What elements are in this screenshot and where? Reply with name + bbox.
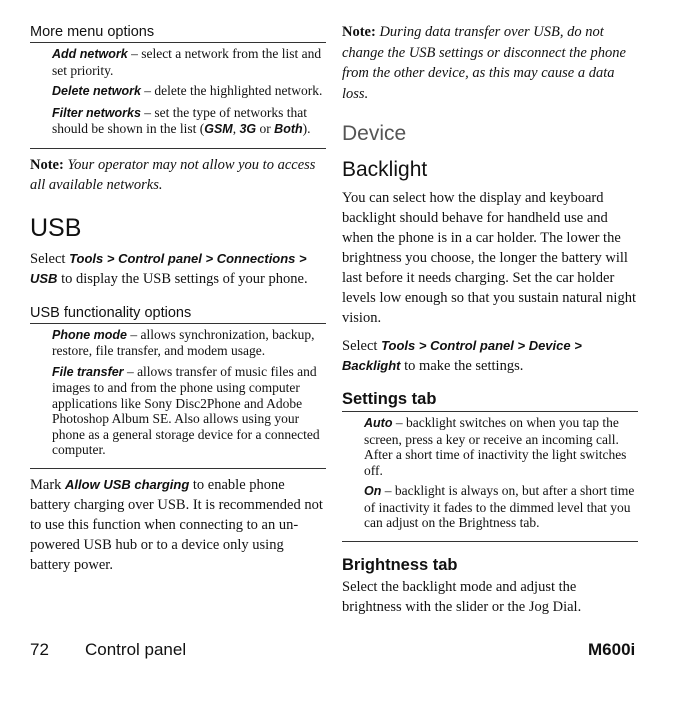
brightness-tab-heading: Brightness tab [342, 555, 458, 574]
menu-path-device: Device [528, 338, 571, 353]
usb-para-rest: to display the USB settings of your phone. [57, 270, 308, 287]
select-text: Select [342, 338, 382, 354]
item-text: – select a network from the list and set priority. [52, 46, 322, 78]
menu-path-tools: Tools [381, 338, 416, 353]
menu-path-control-panel: Control panel [430, 338, 514, 353]
term-phone-mode: Phone mode [52, 327, 128, 342]
footer-section-title: Control panel [85, 640, 187, 659]
backlight-paragraph: You can select how the display and keyboard backlight should behave for handheld use and when the phone is in a car holder. The lower the brightness you choose, the longer the battery will last before it needs charging. Set the car holder levels low enough so that you sustain natural night vision. [342, 190, 636, 326]
select-text: Select [30, 250, 70, 267]
path-separator: > [201, 250, 217, 266]
path-separator: > [513, 338, 529, 353]
usb-charging-paragraph [30, 475, 326, 575]
item-text: – delete the highlighted network. [140, 83, 323, 98]
term-delete-network: Delete network [52, 84, 141, 98]
backlight-select-paragraph [342, 336, 638, 376]
menu-path-usb: USB [30, 270, 58, 286]
term-on: On [364, 484, 382, 498]
device-section-heading: Device [342, 122, 407, 145]
list-item [364, 483, 638, 531]
mark-text: Mark [30, 476, 66, 493]
list-item [52, 364, 326, 458]
item-text: – allows synchronization, backup, restore, file transfer, and modem usage. [52, 326, 315, 358]
note-data-transfer [342, 22, 638, 104]
settings-tab-heading: Settings tab [342, 390, 437, 408]
term-3g: 3G [239, 122, 257, 136]
usb-functionality-heading: USB functionality options [30, 305, 326, 324]
right-column [342, 22, 638, 617]
page-number: 72 [30, 640, 49, 659]
menu-path-control-panel: Control panel [118, 250, 202, 266]
left-column [30, 22, 326, 575]
comma: , [232, 121, 240, 136]
note-text: During data transfer over USB, do not change the USB settings or disconnect the phone from the other device, as this may cause a data loss. [342, 24, 626, 102]
list-item [52, 327, 326, 359]
term-add-network: Add network [52, 47, 128, 61]
path-separator: > [570, 338, 582, 353]
list-item [52, 46, 326, 78]
menu-path-backlight: Backlight [342, 358, 401, 373]
item-text: – backlight is always on, but after a short time of inactivity it fades to the dimmed level that you can adjust on the Brightness tab. [364, 483, 635, 530]
item-text: – backlight switches on when you tap the screen, press a key or receive an incoming call. After a short time of inactivity the light switches off. [364, 415, 627, 478]
list-item [364, 415, 638, 478]
more-menu-list [30, 43, 326, 149]
list-item [52, 105, 326, 138]
note-text: Your operator may not allow you to access all available networks. [30, 156, 316, 193]
usb-heading: USB [30, 213, 82, 242]
note-operator [30, 155, 326, 196]
path-separator: > [103, 250, 119, 266]
term-auto: Auto [364, 416, 393, 430]
brightness-paragraph: Select the backlight mode and adjust the brightness with the slider or the Jog Dial. [342, 578, 582, 615]
path-separator: > [415, 338, 431, 353]
note-label: Note: [30, 156, 64, 173]
charging-para-rest: to enable phone battery charging over USB. It is recommended not to use this function when connecting to an un-powered USB hub or to a device only using battery power. [30, 476, 323, 573]
item-text: – allows transfer of music files and images to and from the phone using computer applications like Sony Disc2Phone and Adobe Photoshop Album SE. Also allows using your phone as a general storage device for a connected computer. [52, 363, 320, 457]
footer-model: M600i [588, 640, 636, 659]
term-gsm: GSM [204, 122, 233, 136]
usb-select-paragraph [30, 249, 326, 289]
select-para-rest: to make the settings. [400, 358, 524, 374]
more-menu-options-heading: More menu options [30, 24, 326, 43]
item-text: – set the type of networks that should be shown in the list ( [52, 104, 308, 136]
menu-path-tools: Tools [69, 250, 104, 266]
menu-path-connections: Connections [216, 250, 296, 266]
usb-functionality-list [30, 324, 326, 469]
note-label: Note: [342, 24, 376, 40]
term-file-transfer: File transfer [52, 364, 124, 379]
close-text: ). [302, 121, 311, 136]
list-item [52, 83, 326, 100]
or-text: or [256, 121, 275, 136]
backlight-heading: Backlight [342, 158, 428, 181]
settings-tab-list [342, 411, 638, 542]
term-filter-networks: Filter networks [52, 105, 141, 120]
path-separator: > [295, 250, 307, 266]
term-allow-usb-charging: Allow USB charging [65, 476, 190, 492]
term-both: Both [274, 122, 303, 136]
